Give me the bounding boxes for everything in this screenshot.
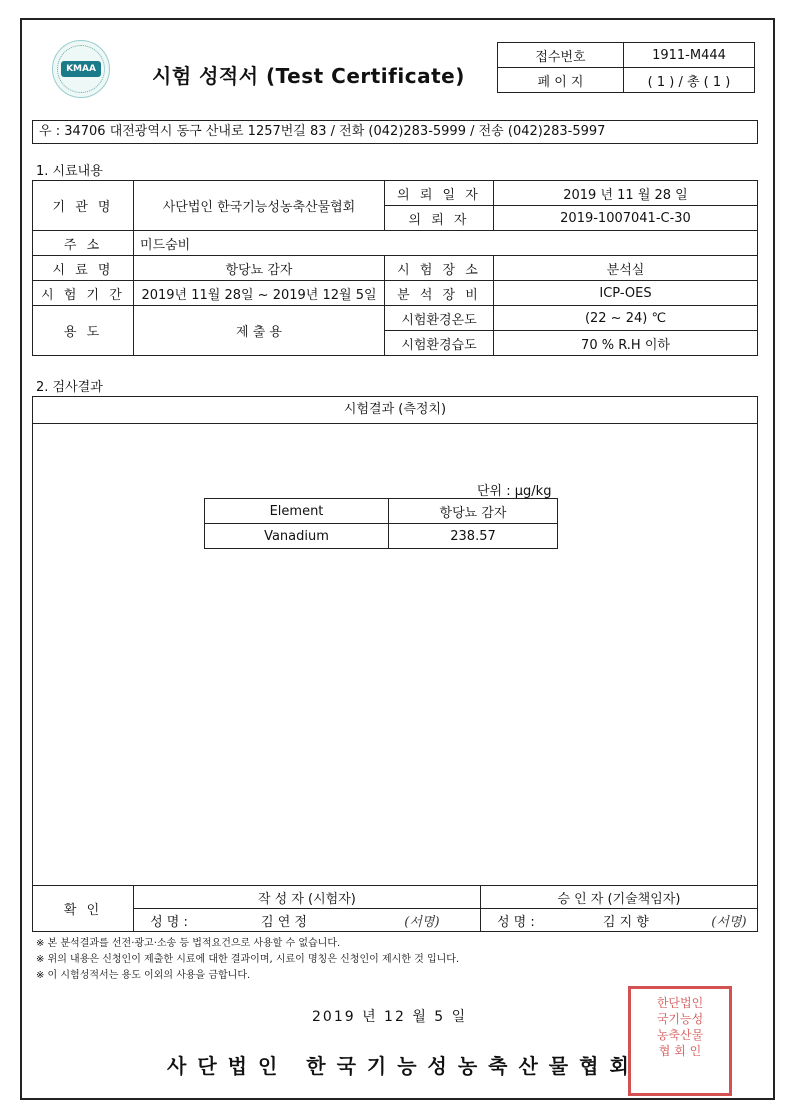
- results-box: [32, 396, 758, 886]
- approver-name: 김 지 향: [551, 909, 701, 932]
- section2-title: 2. 검사결과: [36, 380, 103, 395]
- equipment-label: 분 석 장 비: [385, 281, 494, 306]
- purpose-label: 용 도: [33, 306, 134, 356]
- humidity-label: 시험환경습도: [385, 331, 494, 356]
- place-label: 시 험 장 소: [385, 256, 494, 281]
- period-value: 2019년 11월 28일 ~ 2019년 12월 5일: [134, 281, 385, 306]
- page-title: 시험 성적서 (Test Certificate): [152, 64, 465, 88]
- org-value: 사단법인 한국기능성농축산물협회: [134, 181, 385, 231]
- official-seal: 한단법인 국기능성 농축산물 협 회 인: [628, 986, 732, 1096]
- notes: [36, 936, 459, 984]
- page-value: ( 1 ) / 총 ( 1 ): [624, 68, 755, 93]
- requester-label: 의 뢰 자: [385, 206, 494, 231]
- approver-signature: (서명): [701, 909, 758, 932]
- note-item: ※ 이 시험성적서는 용도 이외의 사용을 금합니다.: [36, 970, 251, 981]
- receipt-label: 접수번호: [498, 43, 624, 68]
- results-table: [204, 498, 558, 549]
- author-name: 김 연 정: [204, 909, 364, 932]
- approver-header: 승 인 자 (기술책임자): [480, 886, 757, 909]
- table-row: [205, 524, 558, 549]
- sample-info-table: [32, 180, 758, 356]
- address-label: 주 소: [33, 231, 134, 256]
- kmaa-logo: [52, 40, 110, 98]
- unit-label: 단위 : μg/kg: [477, 484, 552, 499]
- requester-value: 2019-1007041-C-30: [494, 206, 758, 231]
- page-label: 페 이 지: [498, 68, 624, 93]
- temp-label: 시험환경온도: [385, 306, 494, 331]
- element-cell: Vanadium: [205, 524, 389, 549]
- confirm-table: [32, 885, 758, 932]
- receipt-value: 1911-M444: [624, 43, 755, 68]
- confirm-label: 확 인: [33, 886, 134, 932]
- period-label: 시 험 기 간: [33, 281, 134, 306]
- approver-name-label: 성 명 :: [480, 909, 551, 932]
- author-header: 작 성 자 (시험자): [134, 886, 481, 909]
- temp-value: (22 ~ 24) ℃: [494, 306, 758, 331]
- purpose-value: 제 출 용: [134, 306, 385, 356]
- org-label: 기 관 명: [33, 181, 134, 231]
- value-cell: 238.57: [389, 524, 558, 549]
- equipment-value: ICP-OES: [494, 281, 758, 306]
- sample-value: 항당뇨 감자: [134, 256, 385, 281]
- author-name-label: 성 명 :: [134, 909, 205, 932]
- certificate-page: [20, 18, 775, 1100]
- col-element-header: Element: [205, 499, 389, 524]
- lab-address: 우 : 34706 대전광역시 동구 산내로 1257번길 83 / 전화 (042)283-5999 / 전송 (042)283-5997: [32, 120, 758, 144]
- logo-text: KMAA: [61, 61, 101, 77]
- humidity-value: 70 % R.H 이하: [494, 331, 758, 356]
- issue-date: 2019 년 12 월 5 일: [312, 1009, 468, 1025]
- receipt-table: [497, 42, 755, 93]
- request-date-label: 의 뢰 일 자: [385, 181, 494, 206]
- col-sample-header: 항당뇨 감자: [389, 499, 558, 524]
- request-date-value: 2019 년 11 월 28 일: [494, 181, 758, 206]
- author-signature: (서명): [364, 909, 480, 932]
- results-header: 시험결과 (측정치): [33, 397, 757, 424]
- section1-title: 1. 시료내용: [36, 164, 103, 179]
- place-value: 분석실: [494, 256, 758, 281]
- address-value: 미드숨비: [134, 231, 758, 256]
- note-item: ※ 위의 내용은 신청인이 제출한 시료에 대한 결과이며, 시료이 명칭은 신청인이 제시한 것 입니다.: [36, 954, 460, 965]
- organization-name: 사단법인 한국기능성농축산물협회: [167, 1054, 640, 1078]
- sample-label: 시 료 명: [33, 256, 134, 281]
- note-item: ※ 본 분석결과를 선전·광고·소송 등 법적요건으로 사용할 수 없습니다.: [36, 938, 341, 949]
